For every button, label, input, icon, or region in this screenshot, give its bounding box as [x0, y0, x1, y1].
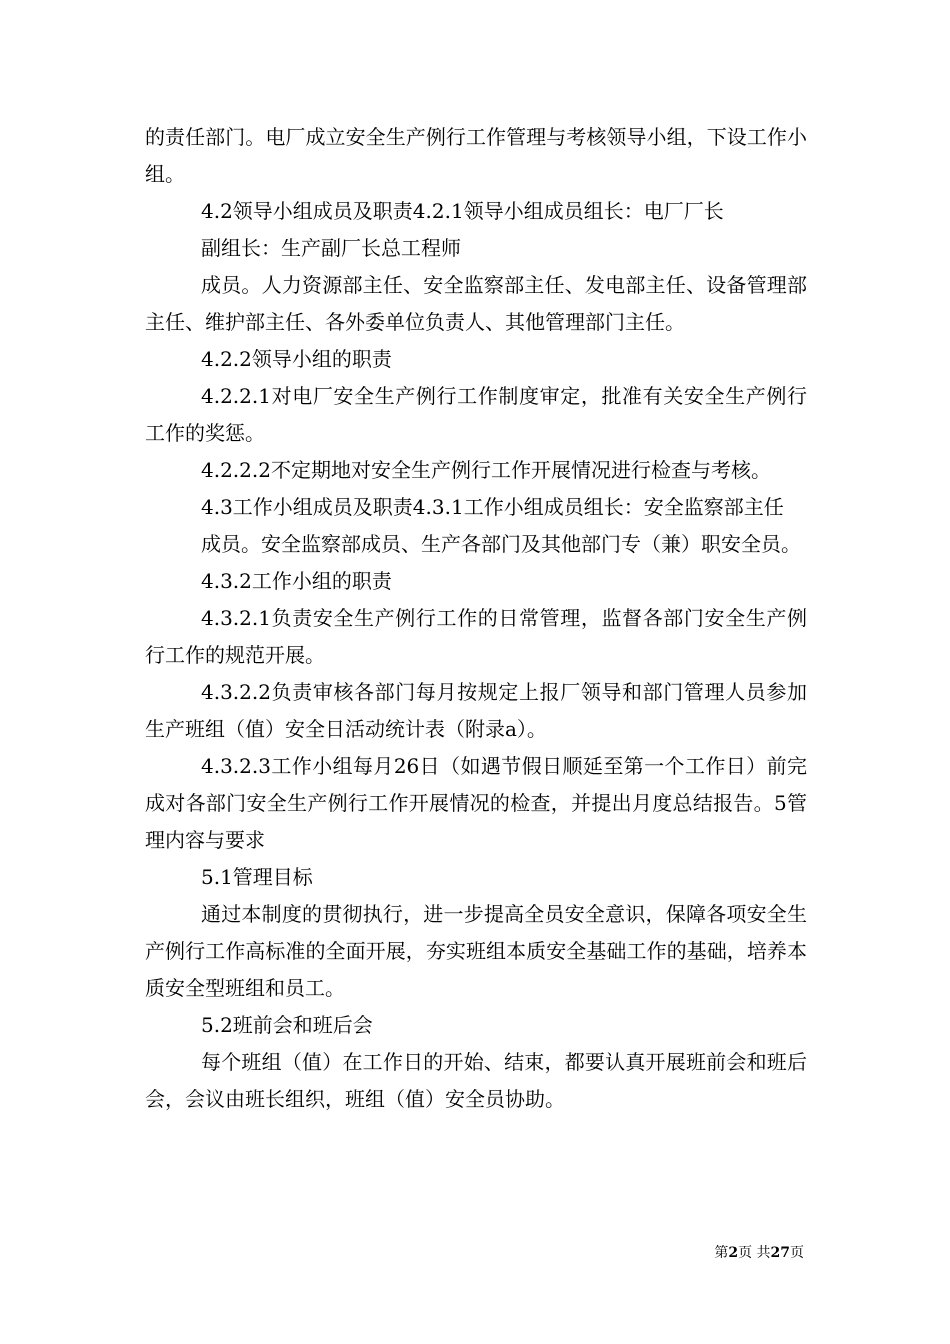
footer-suffix: 页: [790, 1245, 804, 1261]
paragraph-9: 成员。安全监察部成员、生产各部门及其他部门专（兼）职安全员。: [201, 532, 801, 556]
paragraph-5: 4.2.2领导小组的职责: [201, 347, 392, 371]
footer-prefix: 第: [714, 1245, 729, 1261]
paragraph-6: 4.2.2.1对电厂安全生产例行工作制度审定，批准有关安全生产例行工作的奖惩。: [145, 384, 807, 445]
paragraph-11: 4.3.2.1负责安全生产例行工作的日常管理，监督各部门安全生产例行工作的规范开展。: [145, 606, 807, 667]
paragraph-4: 成员。人力资源部主任、安全监察部主任、发电部主任、设备管理部主任、维护部主任、各外委单位负责人、其他管理部门主任。: [145, 273, 807, 334]
paragraph-13: 4.3.2.3工作小组每月26日（如遇节假日顺延至第一个工作日）前完成对各部门安全生产例行工作开展情况的检查，并提出月度总结报告。5管理内容与要求: [145, 754, 807, 852]
footer-middle: 页 共: [738, 1245, 771, 1261]
paragraph-8: 4.3工作小组成员及职责4.3.1工作小组成员组长：安全监察部主任: [201, 495, 784, 519]
paragraph-2: 4.2领导小组成员及职责4.2.1领导小组成员组长：电厂厂长: [201, 199, 724, 223]
paragraph-3: 副组长：生产副厂长总工程师: [201, 236, 461, 260]
paragraph-14: 5.1管理目标: [201, 865, 313, 889]
paragraph-15: 通过本制度的贯彻执行，进一步提高全员安全意识，保障各项安全生产例行工作高标准的全面开展，夯实班组本质安全基础工作的基础，培养本质安全型班组和员工。: [145, 902, 807, 1000]
paragraph-16: 5.2班前会和班后会: [201, 1013, 373, 1037]
paragraph-7: 4.2.2.2不定期地对安全生产例行工作开展情况进行检查与考核。: [201, 458, 771, 482]
total-page-number: 27: [770, 1245, 790, 1261]
current-page-number: 2: [728, 1245, 739, 1261]
paragraph-1: 的责任部门。电厂成立安全生产例行工作管理与考核领导小组，下设工作小组。: [145, 125, 807, 186]
page-footer: [714, 1242, 804, 1262]
paragraph-17: 每个班组（值）在工作日的开始、结束，都要认真开展班前会和班后会，会议由班长组织，班组（值）安全员协助。: [145, 1050, 807, 1111]
paragraph-10: 4.3.2工作小组的职责: [201, 569, 392, 593]
paragraph-12: 4.3.2.2负责审核各部门每月按规定上报厂领导和部门管理人员参加生产班组（值）安全日活动统计表（附录a）。: [145, 680, 807, 741]
document-body: [145, 119, 807, 1118]
